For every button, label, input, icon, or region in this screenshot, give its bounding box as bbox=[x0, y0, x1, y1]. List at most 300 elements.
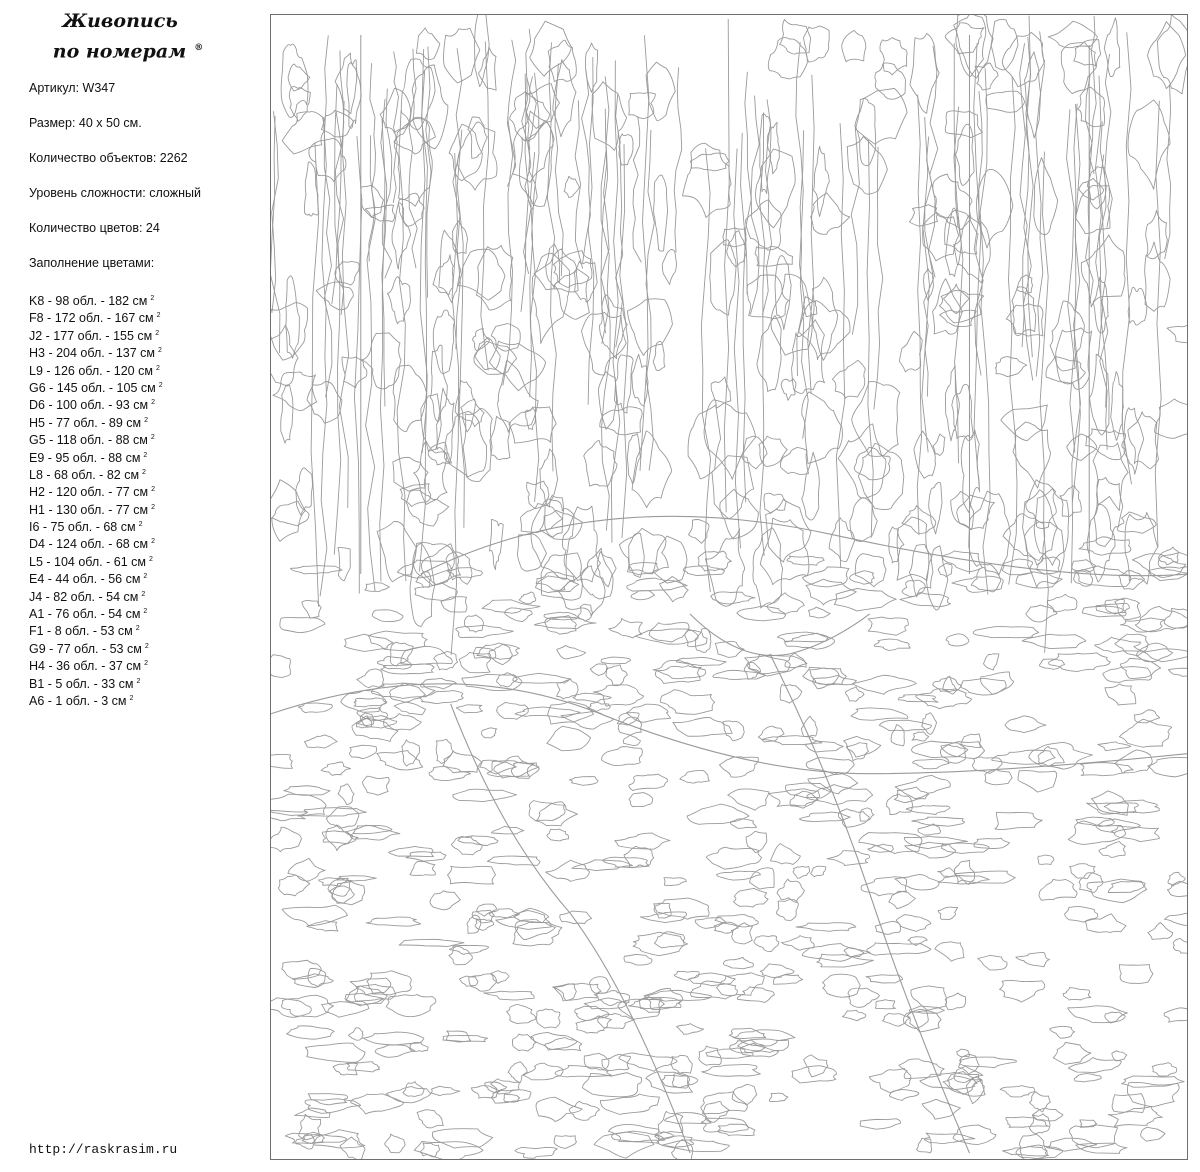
water-ripple bbox=[464, 615, 483, 632]
water-ripple bbox=[946, 634, 969, 646]
water-ripple bbox=[947, 1072, 977, 1095]
wall-patch bbox=[377, 521, 416, 581]
water-ripple bbox=[777, 632, 828, 642]
water-ripple bbox=[299, 1114, 321, 1140]
color-fill-text: I6 - 75 обл. - 68 см bbox=[29, 520, 136, 535]
wall-patch bbox=[629, 93, 656, 119]
water-ripple bbox=[363, 776, 390, 795]
water-ripple bbox=[695, 629, 711, 653]
wall-patch bbox=[768, 38, 807, 79]
water-ripple bbox=[394, 702, 425, 715]
water-ripple bbox=[848, 988, 880, 1007]
wall-patch bbox=[530, 21, 572, 76]
water-ripple bbox=[333, 1063, 358, 1075]
wall-patch bbox=[813, 277, 838, 360]
water-ripple bbox=[271, 754, 293, 768]
water-ripple bbox=[367, 971, 411, 995]
water-ripple bbox=[447, 1031, 471, 1042]
water-ripple bbox=[441, 597, 467, 612]
building-edges bbox=[361, 35, 1089, 574]
water-ripple bbox=[664, 878, 686, 886]
wall-patch bbox=[1081, 235, 1125, 307]
facade-line bbox=[582, 70, 591, 262]
water-ripple bbox=[536, 1009, 560, 1028]
color-fill-item bbox=[29, 307, 254, 324]
wall-patch bbox=[517, 534, 546, 571]
water-ripple bbox=[600, 1094, 659, 1114]
wall-patch bbox=[316, 282, 353, 310]
squared-mark: 2 bbox=[129, 694, 134, 702]
wall-patch bbox=[832, 360, 865, 398]
facade-line bbox=[616, 93, 623, 347]
water-ripple bbox=[1152, 1063, 1177, 1076]
water-ripple bbox=[489, 644, 512, 665]
color-fill-text: D6 - 100 обл. - 93 см bbox=[29, 398, 149, 413]
water-ripple bbox=[733, 888, 768, 907]
objects-count: Количество объектов: 2262 bbox=[29, 151, 188, 165]
water-ripple bbox=[1108, 882, 1145, 893]
wall-patch bbox=[760, 114, 771, 194]
water-ripple bbox=[305, 1099, 361, 1113]
squared-mark: 2 bbox=[151, 538, 155, 546]
squared-mark: 2 bbox=[143, 451, 148, 459]
water-ripple bbox=[1096, 603, 1129, 613]
water-ripple bbox=[844, 736, 881, 757]
color-fill-text: H3 - 204 обл. - 137 см bbox=[29, 346, 156, 361]
wall-patch bbox=[406, 490, 449, 526]
facade-line bbox=[928, 46, 937, 277]
water-ripple bbox=[545, 1038, 582, 1051]
water-ripple bbox=[1075, 566, 1131, 587]
water-ripple bbox=[774, 975, 803, 984]
water-ripple bbox=[1105, 1012, 1125, 1023]
water-ripple bbox=[409, 1042, 428, 1051]
water-ripple bbox=[601, 657, 631, 664]
water-ripple bbox=[429, 767, 471, 781]
water-ripple bbox=[410, 861, 435, 875]
squared-mark: 2 bbox=[158, 381, 163, 389]
water-ripple bbox=[573, 693, 612, 702]
water-ripple bbox=[484, 991, 535, 1000]
facade-line bbox=[397, 110, 406, 581]
water-ripple bbox=[386, 994, 436, 1016]
water-ripple bbox=[875, 921, 900, 934]
wall-patch bbox=[1087, 504, 1115, 581]
water-ripple bbox=[431, 1086, 460, 1095]
water-ripple bbox=[385, 1134, 405, 1153]
water-ripple bbox=[731, 923, 752, 944]
water-ripple bbox=[879, 720, 931, 731]
water-ripple bbox=[443, 751, 482, 772]
color-fill-text: G6 - 145 обл. - 105 см bbox=[29, 380, 156, 395]
squared-mark: 2 bbox=[141, 590, 146, 598]
water-ripple bbox=[338, 784, 354, 805]
wall-patch bbox=[421, 394, 441, 452]
wall-patch bbox=[387, 277, 410, 324]
squared-mark: 2 bbox=[155, 364, 160, 372]
water-ripple bbox=[723, 957, 753, 968]
water-ripple bbox=[845, 687, 864, 701]
wall-patch bbox=[347, 60, 361, 128]
wall-patch bbox=[933, 434, 945, 456]
facade-line bbox=[674, 67, 681, 252]
wall-patch bbox=[914, 431, 936, 478]
water-ripple bbox=[961, 678, 1006, 695]
wall-patch bbox=[806, 579, 856, 605]
water-ripple bbox=[629, 774, 668, 791]
water-ripple bbox=[875, 1000, 895, 1009]
wall-patch bbox=[711, 377, 731, 408]
water-ripple bbox=[278, 875, 310, 896]
water-ripple bbox=[377, 656, 411, 669]
water-ripple bbox=[723, 721, 744, 741]
wall-patch bbox=[646, 62, 675, 120]
water-ripple bbox=[673, 718, 732, 737]
wall-patch bbox=[653, 536, 687, 583]
coloring-canvas bbox=[270, 14, 1188, 1160]
water-ripple bbox=[456, 625, 514, 637]
wall-patch bbox=[889, 527, 904, 563]
facade-line bbox=[734, 148, 741, 548]
color-fill-text: H4 - 36 обл. - 37 см bbox=[29, 659, 142, 674]
water-ripple bbox=[534, 617, 596, 629]
water-ripple bbox=[321, 762, 351, 775]
water-ripple bbox=[1072, 560, 1096, 573]
wall-patch bbox=[975, 63, 998, 90]
squared-mark: 2 bbox=[151, 486, 155, 494]
water-ripple bbox=[1112, 1094, 1145, 1113]
wall-patch bbox=[955, 124, 974, 185]
wall-patch bbox=[1046, 356, 1085, 383]
water-ripple bbox=[689, 973, 735, 986]
water-ripple bbox=[868, 617, 908, 635]
wall-patch bbox=[1017, 275, 1033, 294]
water-ripple bbox=[780, 684, 802, 703]
water-ripple bbox=[544, 612, 578, 620]
wall-patch bbox=[509, 407, 556, 443]
wall-patch bbox=[986, 91, 1025, 112]
water-ripple bbox=[515, 707, 580, 718]
water-ripple bbox=[887, 794, 913, 814]
water-ripple bbox=[512, 1034, 536, 1051]
wall-patch bbox=[1111, 372, 1124, 441]
wall-patch bbox=[281, 385, 293, 443]
water-ripple bbox=[728, 789, 769, 810]
water-ripple bbox=[624, 954, 652, 965]
water-ripple bbox=[417, 1110, 443, 1128]
water-ripple bbox=[807, 785, 873, 805]
water-ripple bbox=[569, 1101, 599, 1120]
squared-mark: 2 bbox=[143, 608, 148, 616]
water-ripple bbox=[699, 1046, 722, 1065]
water-ripple bbox=[545, 616, 577, 635]
water-ripple bbox=[629, 793, 653, 807]
color-fill-item bbox=[29, 551, 254, 568]
water-ripple bbox=[661, 1075, 698, 1087]
water-ripple bbox=[1074, 1074, 1101, 1082]
color-fill-text: L8 - 68 обл. - 82 см bbox=[29, 467, 140, 482]
wall-patch bbox=[449, 124, 482, 181]
wall-patch bbox=[527, 481, 549, 509]
water-ripple bbox=[1119, 719, 1171, 747]
water-ripple bbox=[842, 1010, 865, 1021]
water-ripple bbox=[1099, 842, 1126, 858]
water-ripple bbox=[1063, 988, 1091, 1000]
wall-patch bbox=[433, 310, 455, 374]
wall-patch bbox=[855, 554, 886, 587]
water-ripple bbox=[448, 866, 496, 884]
wall-patch bbox=[309, 138, 346, 181]
water-ripple bbox=[459, 652, 491, 672]
wall-patch bbox=[365, 205, 394, 222]
water-ripple bbox=[925, 1133, 975, 1144]
water-ripple bbox=[1006, 1117, 1049, 1127]
wall-patch bbox=[654, 175, 668, 251]
facade-line bbox=[320, 117, 327, 596]
wall-patch bbox=[619, 134, 633, 165]
water-ripple bbox=[1068, 1006, 1128, 1023]
squared-mark: 2 bbox=[138, 521, 143, 529]
facade-line bbox=[851, 124, 859, 335]
color-fill-item bbox=[29, 620, 254, 637]
wall-patch bbox=[540, 510, 582, 539]
water-ripple bbox=[811, 866, 826, 876]
wall-patch bbox=[814, 146, 830, 216]
wall-patch bbox=[956, 15, 986, 77]
wall-patch bbox=[453, 221, 468, 254]
water-ripple bbox=[808, 607, 830, 618]
wall-patch bbox=[662, 249, 676, 284]
wall-patch bbox=[961, 430, 979, 513]
water-ripple bbox=[1112, 1051, 1127, 1061]
wall-patch bbox=[1034, 158, 1058, 235]
squared-mark: 2 bbox=[151, 503, 155, 511]
squared-mark: 2 bbox=[136, 677, 141, 685]
water-ripple bbox=[782, 936, 815, 951]
water-ripple bbox=[1082, 606, 1126, 617]
facade-line bbox=[271, 116, 280, 353]
water-ripple bbox=[298, 703, 332, 713]
water-ripple bbox=[456, 705, 482, 713]
water-ripple bbox=[1115, 750, 1152, 773]
facade-line bbox=[724, 19, 729, 512]
facade-line bbox=[522, 77, 531, 273]
water-ripple bbox=[282, 905, 347, 926]
water-ripple bbox=[649, 623, 689, 642]
wall-patch bbox=[757, 316, 781, 392]
water-ripple bbox=[1122, 1076, 1185, 1087]
color-fill-item bbox=[29, 586, 254, 603]
wall-patch bbox=[286, 276, 300, 358]
wall-patch bbox=[498, 360, 538, 432]
water-ripple bbox=[547, 726, 591, 750]
wall-patch bbox=[1128, 100, 1170, 189]
water-ripple bbox=[716, 871, 760, 880]
facade-line bbox=[575, 100, 582, 268]
water-ripple bbox=[823, 974, 861, 997]
water-ripple bbox=[770, 844, 800, 865]
wall-patch bbox=[780, 447, 808, 474]
brand-line-1: Живопись bbox=[62, 10, 178, 32]
squared-mark: 2 bbox=[155, 329, 160, 337]
color-fill-item bbox=[29, 394, 254, 411]
wall-patch bbox=[945, 23, 984, 54]
wall-patch bbox=[592, 82, 626, 151]
wall-patch bbox=[272, 501, 309, 526]
wall-patch bbox=[598, 371, 616, 429]
water-ripple bbox=[1111, 826, 1159, 842]
water-ripple bbox=[384, 714, 422, 730]
wall-patch bbox=[710, 240, 736, 315]
water-ripple bbox=[1068, 1058, 1121, 1073]
water-ripple bbox=[602, 747, 643, 766]
wall-patch bbox=[747, 275, 789, 319]
water-ripple bbox=[769, 1093, 788, 1101]
water-ripple bbox=[1065, 907, 1098, 923]
water-ripple bbox=[1143, 649, 1187, 662]
wall-patch bbox=[540, 449, 558, 507]
water-ripple bbox=[923, 1099, 961, 1119]
wall-patch bbox=[838, 424, 886, 498]
water-ripple bbox=[874, 639, 910, 650]
water-ripple bbox=[655, 898, 709, 919]
color-fill-item bbox=[29, 533, 254, 550]
water-ripple bbox=[561, 711, 613, 729]
water-ripple bbox=[357, 669, 385, 688]
water-ripple bbox=[508, 1062, 527, 1083]
squared-mark: 2 bbox=[151, 399, 155, 407]
wall-patch bbox=[1060, 486, 1081, 517]
water-ripple bbox=[913, 759, 949, 769]
color-fill-item bbox=[29, 690, 254, 707]
water-ripple bbox=[477, 643, 520, 659]
wall-patch bbox=[1086, 429, 1126, 460]
water-ripple bbox=[386, 1087, 431, 1103]
water-ripple bbox=[1098, 742, 1131, 751]
color-fill-text: J4 - 82 обл. - 54 см bbox=[29, 589, 139, 604]
water-ripple bbox=[515, 1147, 557, 1158]
water-ripple bbox=[827, 851, 870, 866]
wall-patch bbox=[564, 176, 579, 197]
water-ripple bbox=[916, 689, 972, 709]
water-ripple bbox=[615, 833, 670, 849]
water-ripple bbox=[432, 1129, 492, 1148]
wall-patch bbox=[712, 456, 754, 519]
water-ripple bbox=[282, 960, 322, 979]
color-fill-item bbox=[29, 290, 254, 307]
water-ripple bbox=[1000, 980, 1045, 1002]
wall-patch bbox=[338, 547, 350, 580]
squared-mark: 2 bbox=[142, 468, 146, 476]
water-ripple bbox=[1050, 1026, 1075, 1038]
water-ripple bbox=[1108, 1107, 1162, 1127]
wall-patch bbox=[923, 212, 959, 260]
color-fill-item bbox=[29, 342, 254, 359]
facade-line bbox=[1067, 109, 1075, 452]
water-ripple bbox=[978, 955, 1007, 970]
water-ripple bbox=[1164, 608, 1187, 628]
color-fill-text: K8 - 98 обл. - 182 см bbox=[29, 294, 148, 308]
water-ripple bbox=[507, 1004, 536, 1023]
wall-patch bbox=[271, 303, 308, 361]
wall-patch bbox=[490, 416, 510, 459]
color-fill-text: F1 - 8 обл. - 53 см bbox=[29, 624, 133, 639]
water-ripple bbox=[536, 802, 578, 826]
water-ripple bbox=[802, 567, 849, 587]
water-ripple bbox=[1068, 821, 1125, 844]
facade-line bbox=[836, 123, 844, 568]
water-ripple bbox=[326, 807, 358, 829]
water-ripple bbox=[302, 600, 321, 618]
water-ripple bbox=[375, 1045, 415, 1057]
wall-patch bbox=[1074, 40, 1101, 67]
difficulty-level: Уровень сложности: сложный bbox=[29, 186, 201, 200]
water-ripple bbox=[377, 751, 423, 770]
water-ripple bbox=[718, 1124, 755, 1136]
facade-line bbox=[426, 46, 431, 297]
water-ripple bbox=[557, 645, 586, 659]
facade-line bbox=[1122, 32, 1131, 484]
water-ripple bbox=[569, 777, 598, 786]
water-ripple bbox=[1164, 913, 1187, 925]
color-fill-item bbox=[29, 655, 254, 672]
wall-patch bbox=[1104, 18, 1119, 77]
water-ripple bbox=[287, 1026, 334, 1039]
facade-line bbox=[526, 29, 531, 149]
registered-mark: ® bbox=[194, 43, 204, 53]
line-art-drawing bbox=[271, 15, 1187, 1159]
color-fill-item bbox=[29, 325, 254, 342]
water-ripple bbox=[332, 881, 365, 904]
squared-mark: 2 bbox=[158, 347, 162, 355]
water-ripple bbox=[1005, 716, 1046, 733]
color-fill-item bbox=[29, 377, 254, 394]
color-fill-text: E9 - 95 обл. - 88 см bbox=[29, 450, 141, 465]
wall-patch bbox=[1023, 490, 1058, 561]
wall-patch bbox=[468, 117, 487, 158]
wall-patch bbox=[855, 98, 876, 165]
wall-patch bbox=[842, 30, 866, 61]
wall-patch bbox=[944, 284, 970, 314]
wall-patch bbox=[945, 111, 982, 138]
color-fill-text: L9 - 126 обл. - 120 см bbox=[29, 363, 153, 378]
water-ripple bbox=[916, 1138, 931, 1153]
wall-patch bbox=[875, 63, 906, 99]
water-ripple bbox=[671, 1055, 692, 1073]
wall-patch bbox=[704, 400, 755, 479]
water-ripple bbox=[1033, 1108, 1063, 1121]
water-ripple bbox=[776, 899, 798, 920]
color-fill-item bbox=[29, 429, 254, 446]
wall-patch bbox=[632, 431, 672, 508]
water-ripple bbox=[935, 942, 964, 961]
water-ripple bbox=[352, 718, 398, 741]
color-fill-item bbox=[29, 481, 254, 498]
water-ripple bbox=[860, 808, 874, 821]
squared-mark: 2 bbox=[156, 312, 161, 320]
water-ripple bbox=[912, 732, 929, 741]
water-ripple bbox=[674, 971, 699, 980]
color-fill-text: H5 - 77 обл. - 89 см bbox=[29, 415, 142, 430]
water-ripple bbox=[945, 993, 965, 1010]
water-ripple bbox=[662, 1140, 730, 1152]
water-ripple bbox=[513, 908, 548, 922]
water-ripple bbox=[974, 838, 1009, 848]
color-fill-text: H1 - 130 обл. - 77 см bbox=[29, 502, 149, 517]
water-ripple bbox=[896, 915, 931, 932]
water-ripple bbox=[992, 750, 1055, 764]
water-ripple bbox=[861, 877, 907, 896]
